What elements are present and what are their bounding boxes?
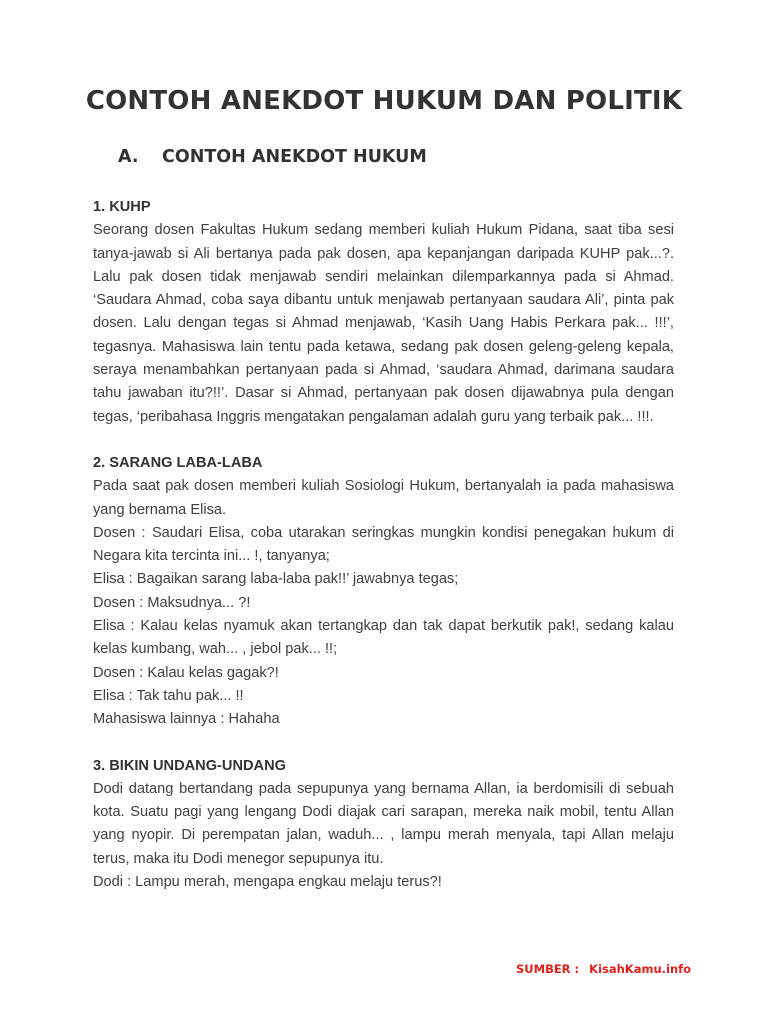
section-letter: A. (118, 147, 139, 167)
dialogue-line: Dosen : Kalau kelas gagak?! (93, 664, 279, 681)
source-name: KisahKamu.info (589, 962, 692, 976)
story-sarang-laba-laba (93, 452, 674, 732)
dialogue-line: Dodi : Lampu merah, mengapa engkau melaju terus?! (93, 874, 442, 891)
dialogue-line: Elisa : Kalau kelas nyamuk akan tertangkap dan tak dapat berkutik pak!, sedang kalau kelas kumbang, wah... , jebol pak... !!; (93, 618, 674, 658)
story-paragraph: Dodi datang bertandang pada sepupunya yang bernama Allan, ia berdomisili di sebuah kota. Suatu pagi yang lengang Dodi diajak cari sarapan, mereka naik mobil, tentu Allan yang nyopir. Di perempatan jalan, waduh... , lampu merah menyala, tapi Allan melaju terus, maka itu Dodi menegor sepupunya itu. (93, 780, 674, 867)
dialogue-line: Dosen : Maksudnya... ?! (93, 594, 251, 611)
document-body (93, 196, 674, 917)
document-title: CONTOH ANEKDOT HUKUM DAN POLITIK (85, 86, 683, 116)
story-paragraph: Seorang dosen Fakultas Hukum sedang memberi kuliah Hukum Pidana, saat tiba sesi tanya-jawab si Ali bertanya pada pak dosen, apa kepanjangan daripada KUHP pak...?. Lalu pak dosen tidak menjawab sendiri melainkan dilemparkannya pada si Ahmad. ‘Saudara Ahmad, coba saya dibantu untuk menjawab pertanyaan saudara Ali’, pinta pak dosen. Lalu dengan tegas si Ahmad menjawab, ‘Kasih Uang Habis Perkara pak... !!!’, tegasnya. Mahasiswa lain tentu pada ketawa, sedang pak dosen geleng-geleng kepala, seraya menambahkan pertanyaan pada si Ahmad, ‘saudara Ahmad, darimana saudara tahu jawaban itu?!!’. Dasar si Ahmad, pertanyaan pak dosen dijawabnya pula dengan tegas, ‘peribahasa Inggris mengatakan pengalaman adalah guru yang terbaik pak... !!!. (93, 222, 674, 425)
story-title: 3. BIKIN UNDANG-UNDANG (93, 757, 286, 774)
source-footer (516, 962, 691, 976)
source-label: SUMBER : (516, 962, 580, 976)
story-kuhp (93, 196, 674, 429)
story-paragraph: Pada saat pak dosen memberi kuliah Sosiologi Hukum, bertanyalah ia pada mahasiswa yang bernama Elisa. (93, 478, 674, 518)
dialogue-line: Elisa : Bagaikan sarang laba-laba pak!!’ jawabnya tegas; (93, 571, 459, 588)
dialogue-line: Elisa : Tak tahu pak... !! (93, 687, 244, 704)
story-title: 2. SARANG LABA-LABA (93, 454, 263, 471)
story-title: 1. KUHP (93, 199, 151, 215)
story-bikin-undang-undang (93, 755, 674, 895)
section-heading (118, 147, 427, 167)
dialogue-line: Dosen : Saudari Elisa, coba utarakan seringkas mungkin kondisi penegakan hukum di Negara kita tercinta ini... !, tanyanya; (93, 524, 674, 565)
dialogue-line: Mahasiswa lainnya : Hahaha (93, 711, 280, 728)
section-title: CONTOH ANEKDOT HUKUM (162, 147, 427, 167)
